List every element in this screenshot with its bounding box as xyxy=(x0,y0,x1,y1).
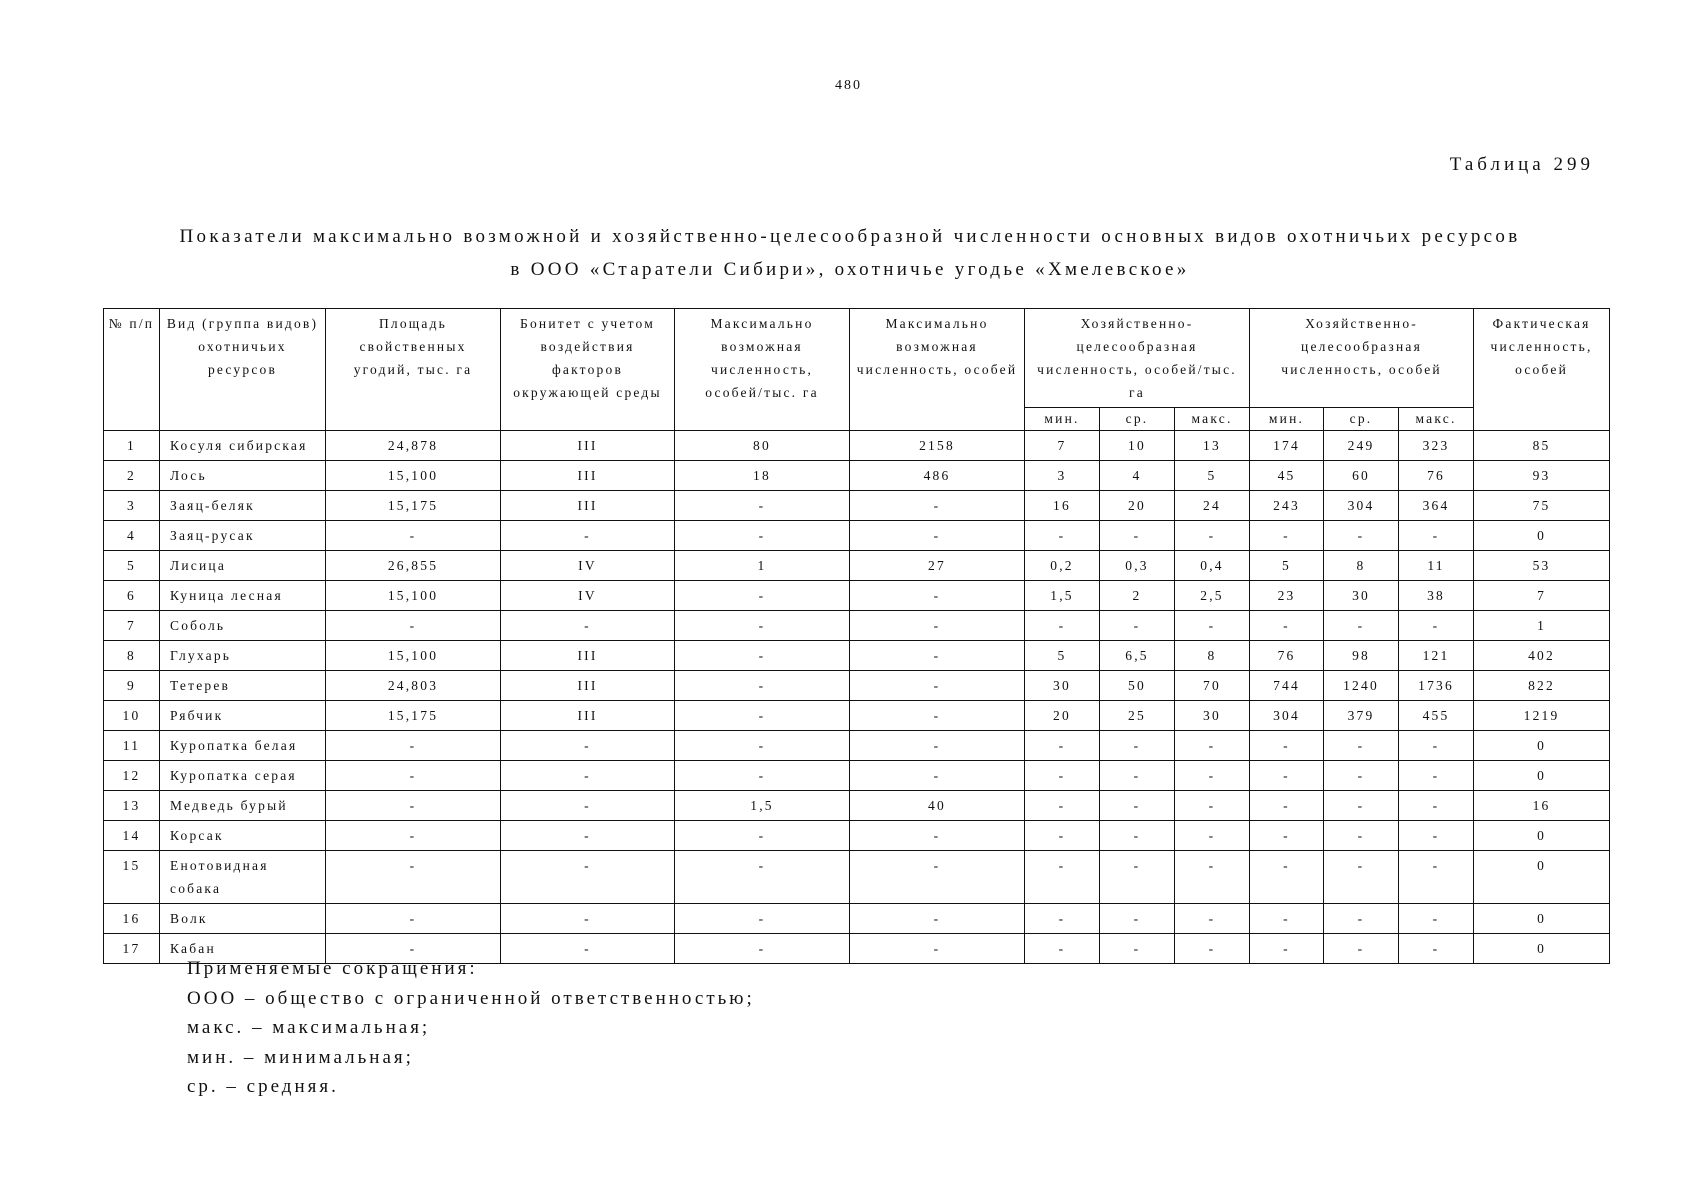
actual-count: 75 xyxy=(1474,491,1610,521)
max-count: - xyxy=(850,581,1025,611)
bonitet: - xyxy=(501,904,675,934)
header-eco-density: Хозяйственно-целесообразная численность, особей/тыс. га xyxy=(1025,309,1250,408)
area: 15,100 xyxy=(326,461,501,491)
row-num: 9 xyxy=(104,671,160,701)
bonitet: - xyxy=(501,934,675,964)
header-max-density: Максимально возможная численность, особей/тыс. га xyxy=(675,309,850,431)
species-name: Волк xyxy=(160,904,326,934)
species-name: Глухарь xyxy=(160,641,326,671)
document-title-line-1: Показатели максимально возможной и хозяйственно-целесообразной численности основных видов охотничьих ресурсов xyxy=(179,226,1521,247)
subheader-density-max: макс. xyxy=(1175,408,1250,431)
eco-count-min: - xyxy=(1250,851,1324,904)
table-row xyxy=(104,611,1610,641)
eco-density-max: - xyxy=(1175,851,1250,904)
eco-density-avg: - xyxy=(1100,731,1175,761)
max-count: - xyxy=(850,701,1025,731)
max-density: - xyxy=(675,731,850,761)
eco-count-max: 121 xyxy=(1399,641,1474,671)
actual-count: 402 xyxy=(1474,641,1610,671)
actual-count: 0 xyxy=(1474,731,1610,761)
bonitet: IV xyxy=(501,581,675,611)
max-count: - xyxy=(850,521,1025,551)
eco-density-min: 20 xyxy=(1025,701,1100,731)
bonitet: - xyxy=(501,761,675,791)
bonitet: - xyxy=(501,791,675,821)
bonitet: III xyxy=(501,641,675,671)
eco-count-max: 455 xyxy=(1399,701,1474,731)
eco-density-min: - xyxy=(1025,821,1100,851)
eco-count-avg: 249 xyxy=(1324,431,1399,461)
max-density: - xyxy=(675,641,850,671)
eco-density-min: - xyxy=(1025,761,1100,791)
header-num: № п/п xyxy=(104,309,160,431)
species-name: Кабан xyxy=(160,934,326,964)
row-num: 16 xyxy=(104,904,160,934)
eco-density-avg: 4 xyxy=(1100,461,1175,491)
eco-density-min: 30 xyxy=(1025,671,1100,701)
eco-density-avg: - xyxy=(1100,821,1175,851)
max-count: - xyxy=(850,934,1025,964)
row-num: 14 xyxy=(104,821,160,851)
eco-count-avg: - xyxy=(1324,934,1399,964)
eco-density-avg: - xyxy=(1100,934,1175,964)
max-density: - xyxy=(675,851,850,904)
subheader-count-max: макс. xyxy=(1399,408,1474,431)
eco-count-min: 744 xyxy=(1250,671,1324,701)
area: 15,100 xyxy=(326,641,501,671)
eco-count-max: - xyxy=(1399,791,1474,821)
row-num: 2 xyxy=(104,461,160,491)
eco-count-min: - xyxy=(1250,611,1324,641)
max-count: 40 xyxy=(850,791,1025,821)
header-actual: Фактическая численность, особей xyxy=(1474,309,1610,431)
area: - xyxy=(326,521,501,551)
max-density: 80 xyxy=(675,431,850,461)
header-eco-count: Хозяйственно-целесообразная численность, особей xyxy=(1250,309,1474,408)
eco-density-avg: 0,3 xyxy=(1100,551,1175,581)
area: 15,175 xyxy=(326,491,501,521)
row-num: 1 xyxy=(104,431,160,461)
document-title xyxy=(40,220,1660,286)
max-density: - xyxy=(675,671,850,701)
eco-density-avg: 25 xyxy=(1100,701,1175,731)
table-row xyxy=(104,701,1610,731)
eco-count-max: - xyxy=(1399,821,1474,851)
species-name: Заяц-русак xyxy=(160,521,326,551)
max-density: 1,5 xyxy=(675,791,850,821)
eco-density-max: 24 xyxy=(1175,491,1250,521)
actual-count: 0 xyxy=(1474,934,1610,964)
subheader-count-min: мин. xyxy=(1250,408,1324,431)
eco-count-max: 38 xyxy=(1399,581,1474,611)
area: - xyxy=(326,851,501,904)
eco-density-max: - xyxy=(1175,791,1250,821)
eco-count-max: 323 xyxy=(1399,431,1474,461)
eco-count-max: 1736 xyxy=(1399,671,1474,701)
eco-count-max: 364 xyxy=(1399,491,1474,521)
eco-count-avg: 98 xyxy=(1324,641,1399,671)
table-row xyxy=(104,761,1610,791)
species-name: Куропатка серая xyxy=(160,761,326,791)
eco-density-avg: - xyxy=(1100,791,1175,821)
eco-count-avg: - xyxy=(1324,731,1399,761)
eco-density-min: 0,2 xyxy=(1025,551,1100,581)
table-row xyxy=(104,431,1610,461)
max-count: - xyxy=(850,904,1025,934)
row-num: 5 xyxy=(104,551,160,581)
species-name: Куропатка белая xyxy=(160,731,326,761)
eco-count-avg: - xyxy=(1324,904,1399,934)
eco-density-min: 16 xyxy=(1025,491,1100,521)
max-density: - xyxy=(675,761,850,791)
eco-density-max: - xyxy=(1175,521,1250,551)
eco-count-min: 174 xyxy=(1250,431,1324,461)
eco-count-max: - xyxy=(1399,521,1474,551)
max-count: - xyxy=(850,731,1025,761)
row-num: 3 xyxy=(104,491,160,521)
bonitet: - xyxy=(501,611,675,641)
max-count: - xyxy=(850,851,1025,904)
species-name: Рябчик xyxy=(160,701,326,731)
eco-density-avg: - xyxy=(1100,851,1175,904)
abbreviations-heading: Применяемые сокращения: xyxy=(187,958,478,979)
eco-count-min: - xyxy=(1250,731,1324,761)
actual-count: 0 xyxy=(1474,821,1610,851)
eco-count-min: 243 xyxy=(1250,491,1324,521)
subheader-count-avg: ср. xyxy=(1324,408,1399,431)
eco-count-avg: - xyxy=(1324,611,1399,641)
eco-density-min: - xyxy=(1025,851,1100,904)
eco-density-avg: - xyxy=(1100,521,1175,551)
max-density: - xyxy=(675,934,850,964)
eco-count-avg: - xyxy=(1324,821,1399,851)
eco-density-avg: 50 xyxy=(1100,671,1175,701)
subheader-density-min: мин. xyxy=(1025,408,1100,431)
eco-density-max: 5 xyxy=(1175,461,1250,491)
actual-count: 1 xyxy=(1474,611,1610,641)
eco-count-max: 76 xyxy=(1399,461,1474,491)
max-density: 18 xyxy=(675,461,850,491)
eco-density-max: 30 xyxy=(1175,701,1250,731)
max-density: - xyxy=(675,701,850,731)
row-num: 15 xyxy=(104,851,160,904)
bonitet: - xyxy=(501,851,675,904)
header-species: Вид (группа видов) охотничьих ресурсов xyxy=(160,309,326,431)
max-density: - xyxy=(675,521,850,551)
area: 15,175 xyxy=(326,701,501,731)
eco-density-max: - xyxy=(1175,761,1250,791)
bonitet: - xyxy=(501,731,675,761)
max-count: - xyxy=(850,641,1025,671)
eco-density-min: - xyxy=(1025,934,1100,964)
header-bonitet: Бонитет с учетом воздействия факторов окружающей среды xyxy=(501,309,675,431)
subheader-density-avg: ср. xyxy=(1100,408,1175,431)
max-density: 1 xyxy=(675,551,850,581)
header-max-count: Максимально возможная численность, особей xyxy=(850,309,1025,431)
max-count: - xyxy=(850,761,1025,791)
table-row xyxy=(104,731,1610,761)
abbreviations-notes xyxy=(187,954,755,1102)
area: 15,100 xyxy=(326,581,501,611)
eco-density-avg: 10 xyxy=(1100,431,1175,461)
eco-count-avg: 8 xyxy=(1324,551,1399,581)
table-body xyxy=(104,431,1610,964)
table-row xyxy=(104,551,1610,581)
eco-density-min: 5 xyxy=(1025,641,1100,671)
eco-count-avg: 30 xyxy=(1324,581,1399,611)
abbreviation-item: макс. – максимальная; xyxy=(187,1017,431,1038)
max-density: - xyxy=(675,611,850,641)
row-num: 7 xyxy=(104,611,160,641)
table-row xyxy=(104,904,1610,934)
eco-count-min: 5 xyxy=(1250,551,1324,581)
actual-count: 822 xyxy=(1474,671,1610,701)
eco-count-min: - xyxy=(1250,904,1324,934)
eco-count-avg: - xyxy=(1324,791,1399,821)
eco-density-min: 7 xyxy=(1025,431,1100,461)
max-density: - xyxy=(675,904,850,934)
bonitet: IV xyxy=(501,551,675,581)
eco-count-min: 23 xyxy=(1250,581,1324,611)
eco-count-min: - xyxy=(1250,761,1324,791)
hunting-resources-table xyxy=(103,308,1610,964)
max-density: - xyxy=(675,491,850,521)
actual-count: 7 xyxy=(1474,581,1610,611)
species-name: Енотовидная собака xyxy=(160,851,326,904)
eco-density-avg: - xyxy=(1100,904,1175,934)
area: - xyxy=(326,731,501,761)
eco-count-max: 11 xyxy=(1399,551,1474,581)
eco-count-avg: - xyxy=(1324,521,1399,551)
max-count: 486 xyxy=(850,461,1025,491)
eco-density-max: - xyxy=(1175,904,1250,934)
eco-density-min: - xyxy=(1025,521,1100,551)
row-num: 4 xyxy=(104,521,160,551)
table-row xyxy=(104,851,1610,904)
actual-count: 1219 xyxy=(1474,701,1610,731)
species-name: Тетерев xyxy=(160,671,326,701)
eco-count-min: - xyxy=(1250,821,1324,851)
bonitet: - xyxy=(501,521,675,551)
actual-count: 16 xyxy=(1474,791,1610,821)
bonitet: III xyxy=(501,671,675,701)
area: - xyxy=(326,821,501,851)
table-row xyxy=(104,461,1610,491)
area: 26,855 xyxy=(326,551,501,581)
eco-density-max: 70 xyxy=(1175,671,1250,701)
eco-count-min: 304 xyxy=(1250,701,1324,731)
eco-count-min: 45 xyxy=(1250,461,1324,491)
eco-count-avg: 379 xyxy=(1324,701,1399,731)
bonitet: III xyxy=(501,461,675,491)
eco-density-min: - xyxy=(1025,904,1100,934)
actual-count: 0 xyxy=(1474,851,1610,904)
eco-count-avg: - xyxy=(1324,851,1399,904)
eco-density-min: 3 xyxy=(1025,461,1100,491)
species-name: Куница лесная xyxy=(160,581,326,611)
row-num: 13 xyxy=(104,791,160,821)
species-name: Заяц-беляк xyxy=(160,491,326,521)
eco-count-max: - xyxy=(1399,761,1474,791)
eco-density-max: - xyxy=(1175,821,1250,851)
table-row xyxy=(104,791,1610,821)
eco-count-min: - xyxy=(1250,934,1324,964)
table-row xyxy=(104,641,1610,671)
max-density: - xyxy=(675,581,850,611)
actual-count: 53 xyxy=(1474,551,1610,581)
header-row xyxy=(104,309,1610,408)
eco-density-avg: 6,5 xyxy=(1100,641,1175,671)
eco-count-min: 76 xyxy=(1250,641,1324,671)
species-name: Лисица xyxy=(160,551,326,581)
table-label: Таблица 299 xyxy=(1449,154,1594,175)
header-area: Площадь свойственных угодий, тыс. га xyxy=(326,309,501,431)
eco-density-avg: - xyxy=(1100,761,1175,791)
eco-density-avg: 20 xyxy=(1100,491,1175,521)
eco-count-avg: 304 xyxy=(1324,491,1399,521)
eco-density-max: 0,4 xyxy=(1175,551,1250,581)
species-name: Лось xyxy=(160,461,326,491)
table-row xyxy=(104,821,1610,851)
eco-density-max: 8 xyxy=(1175,641,1250,671)
eco-density-min: - xyxy=(1025,611,1100,641)
abbreviation-item: ООО – общество с ограниченной ответственностью; xyxy=(187,987,755,1009)
eco-density-max: - xyxy=(1175,731,1250,761)
row-num: 10 xyxy=(104,701,160,731)
eco-density-avg: - xyxy=(1100,611,1175,641)
species-name: Корсак xyxy=(160,821,326,851)
area: - xyxy=(326,791,501,821)
row-num: 6 xyxy=(104,581,160,611)
document-title-line-2: в ООО «Старатели Сибири», охотничье угодье «Хмелевское» xyxy=(510,259,1190,280)
table-row xyxy=(104,491,1610,521)
eco-density-min: - xyxy=(1025,731,1100,761)
max-count: - xyxy=(850,821,1025,851)
max-count: - xyxy=(850,671,1025,701)
abbreviation-item: ср. – средняя. xyxy=(187,1076,339,1097)
eco-density-max: - xyxy=(1175,934,1250,964)
area: - xyxy=(326,904,501,934)
eco-density-avg: 2 xyxy=(1100,581,1175,611)
eco-density-max: 13 xyxy=(1175,431,1250,461)
page-number: 480 xyxy=(835,78,862,93)
table-row xyxy=(104,671,1610,701)
eco-density-min: 1,5 xyxy=(1025,581,1100,611)
max-count: - xyxy=(850,491,1025,521)
species-name: Соболь xyxy=(160,611,326,641)
row-num: 17 xyxy=(104,934,160,964)
row-num: 8 xyxy=(104,641,160,671)
eco-density-max: - xyxy=(1175,611,1250,641)
bonitet: III xyxy=(501,701,675,731)
actual-count: 0 xyxy=(1474,521,1610,551)
max-count: - xyxy=(850,611,1025,641)
eco-count-avg: 1240 xyxy=(1324,671,1399,701)
eco-count-min: - xyxy=(1250,791,1324,821)
area: - xyxy=(326,761,501,791)
eco-density-max: 2,5 xyxy=(1175,581,1250,611)
actual-count: 0 xyxy=(1474,904,1610,934)
table-row xyxy=(104,521,1610,551)
eco-count-avg: 60 xyxy=(1324,461,1399,491)
row-num: 12 xyxy=(104,761,160,791)
max-density: - xyxy=(675,821,850,851)
row-num: 11 xyxy=(104,731,160,761)
eco-count-max: - xyxy=(1399,934,1474,964)
eco-density-min: - xyxy=(1025,791,1100,821)
actual-count: 85 xyxy=(1474,431,1610,461)
species-name: Косуля сибирская xyxy=(160,431,326,461)
area: 24,803 xyxy=(326,671,501,701)
species-name: Медведь бурый xyxy=(160,791,326,821)
max-count: 2158 xyxy=(850,431,1025,461)
eco-count-max: - xyxy=(1399,851,1474,904)
eco-count-avg: - xyxy=(1324,761,1399,791)
abbreviation-item: мин. – минимальная; xyxy=(187,1046,414,1068)
bonitet: III xyxy=(501,491,675,521)
area: - xyxy=(326,611,501,641)
area: 24,878 xyxy=(326,431,501,461)
eco-count-max: - xyxy=(1399,611,1474,641)
max-count: 27 xyxy=(850,551,1025,581)
eco-count-max: - xyxy=(1399,904,1474,934)
eco-count-min: - xyxy=(1250,521,1324,551)
bonitet: - xyxy=(501,821,675,851)
table-row xyxy=(104,581,1610,611)
actual-count: 0 xyxy=(1474,761,1610,791)
area: - xyxy=(326,934,501,964)
actual-count: 93 xyxy=(1474,461,1610,491)
bonitet: III xyxy=(501,431,675,461)
eco-count-max: - xyxy=(1399,731,1474,761)
